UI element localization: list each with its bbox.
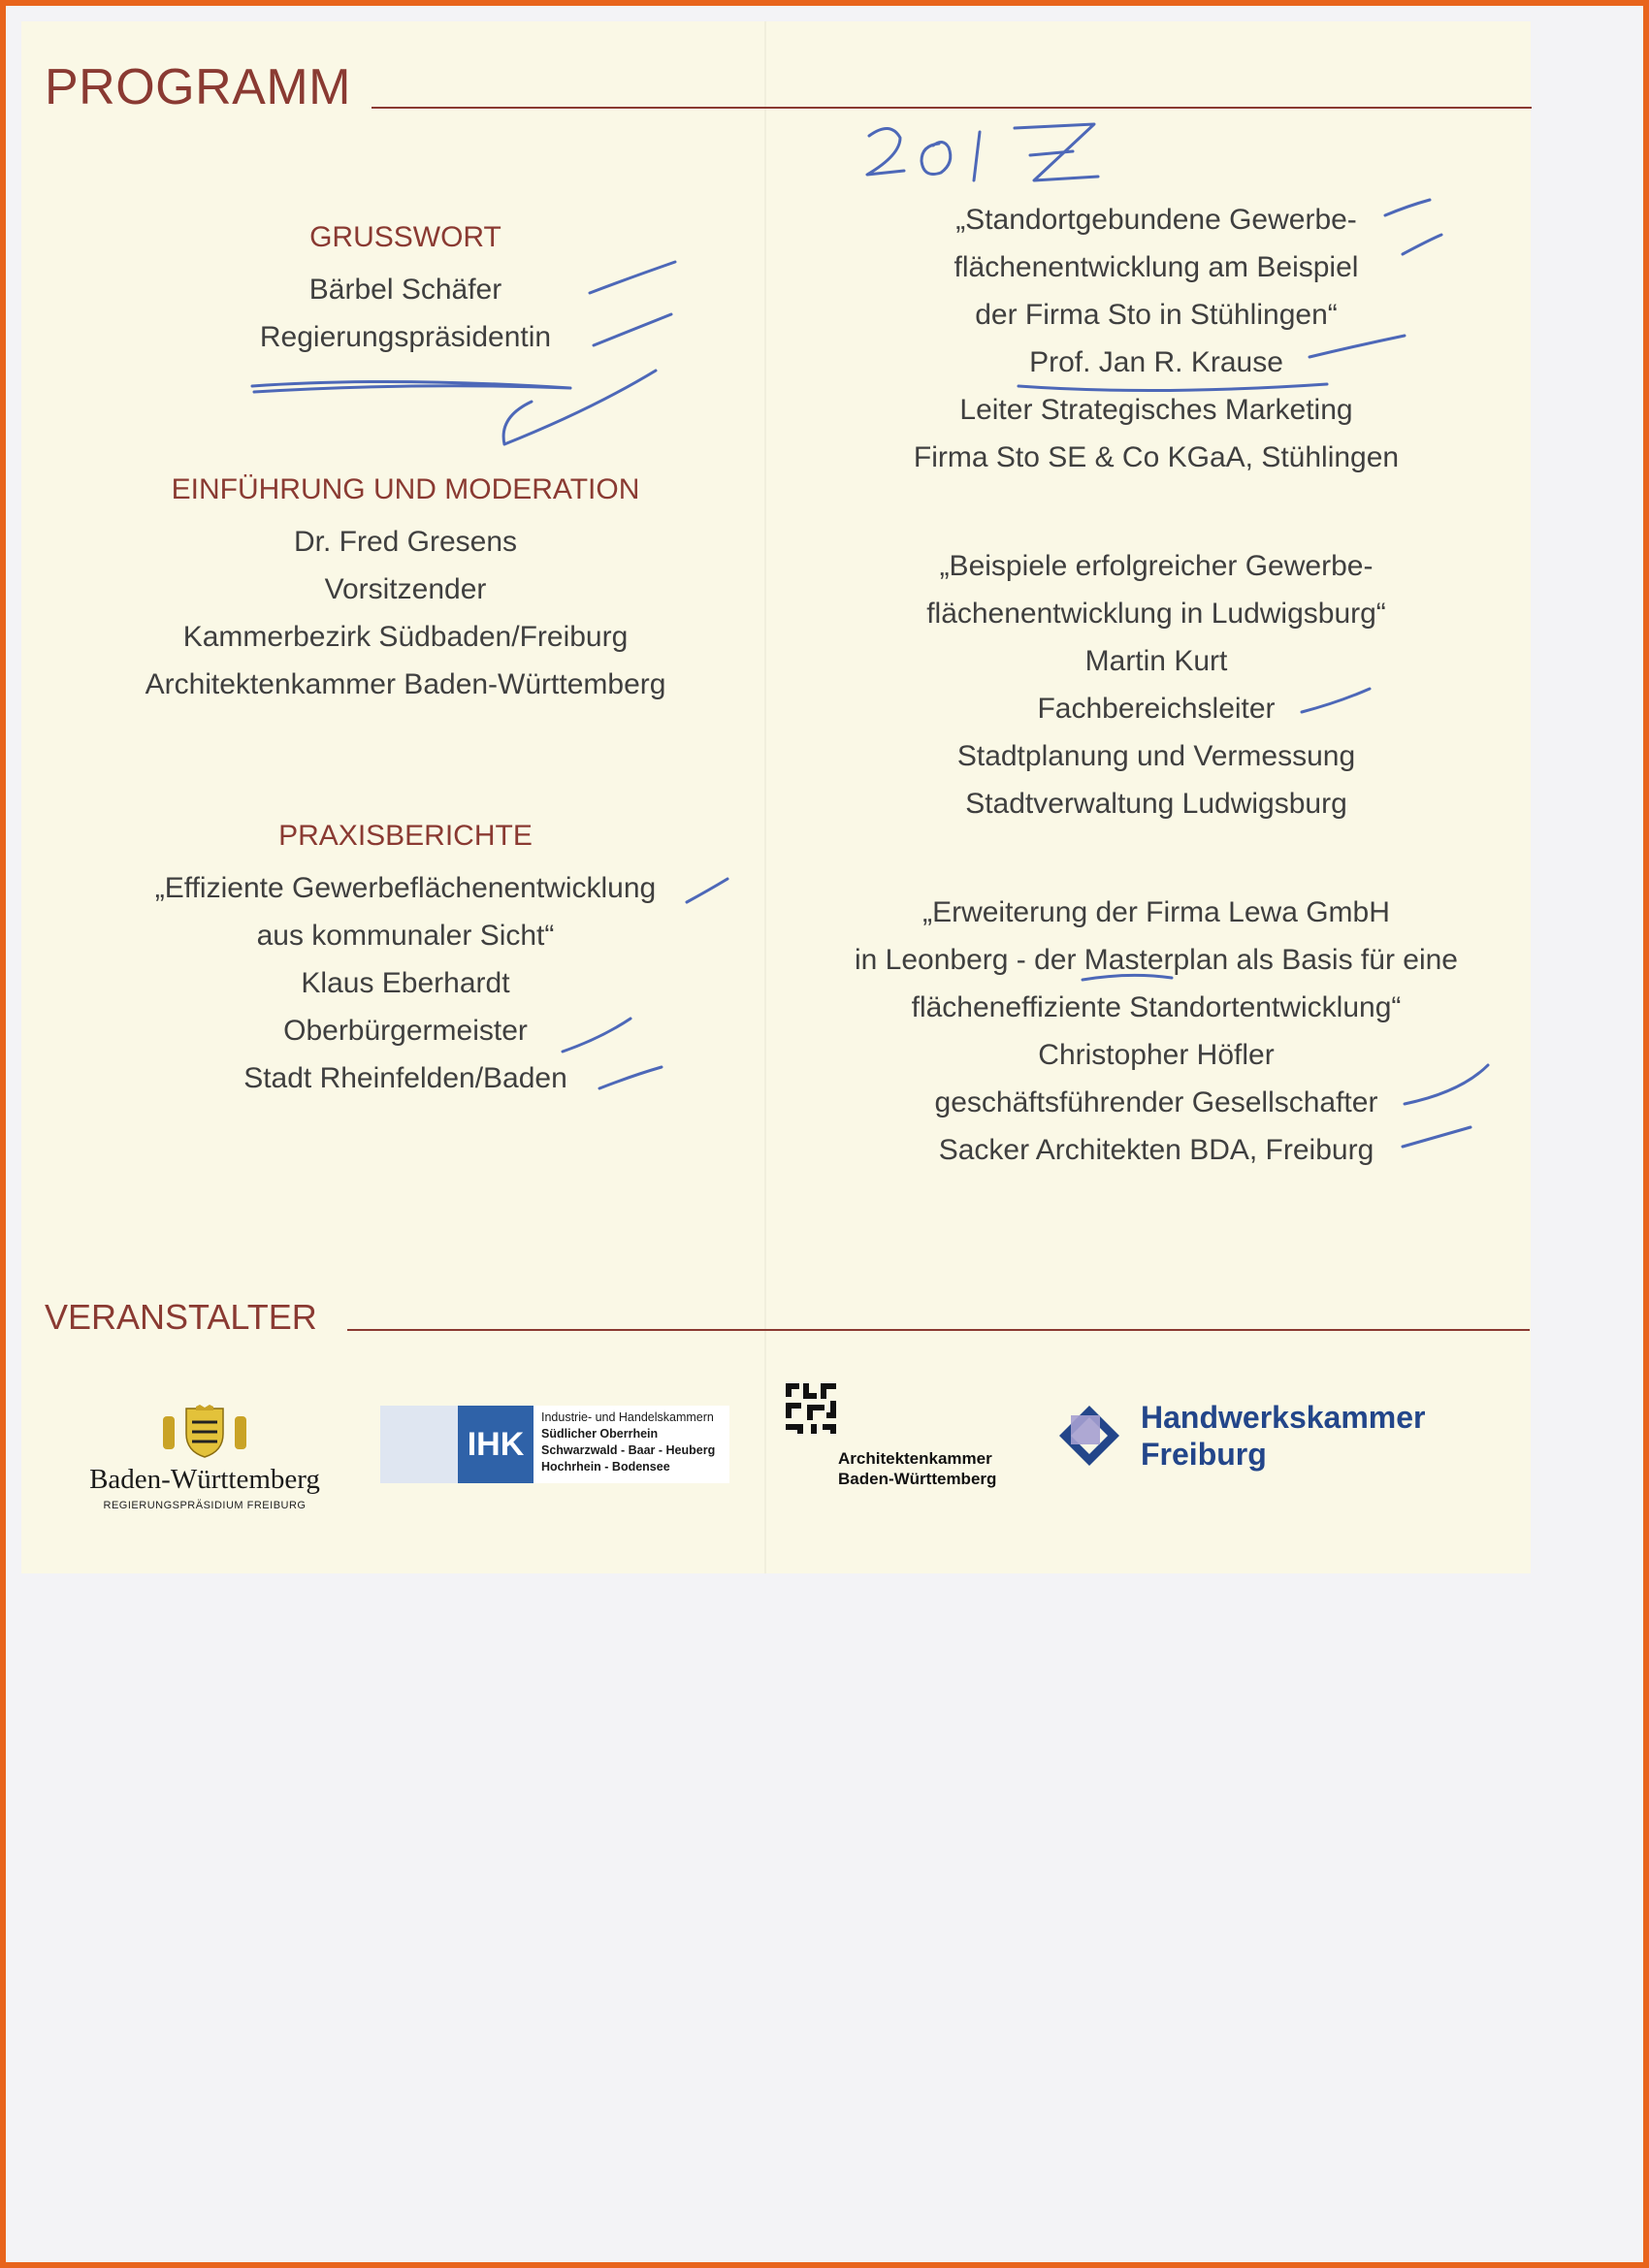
speaker-role: Leiter Strategisches Marketing — [959, 394, 1353, 426]
talk-title: aus kommunaler Sicht“ — [256, 920, 555, 952]
section-title: PRAXISBERICHTE — [278, 820, 533, 852]
handwerkskammer-icon — [1057, 1404, 1121, 1468]
talk-lewa — [817, 889, 1496, 1174]
talk-ludwigsburg — [817, 542, 1496, 827]
architektenkammer-icon — [782, 1379, 840, 1438]
talk-title: „Effiziente Gewerbeflächenentwicklung — [154, 872, 657, 904]
logo-architektenkammer — [782, 1379, 996, 1489]
logo-ihk-line: Südlicher Oberrhein — [541, 1427, 659, 1441]
speaker-org: Stadtverwaltung Ludwigsburg — [965, 788, 1347, 820]
logo-handwerkskammer — [1057, 1399, 1425, 1473]
speaker-org: Firma Sto SE & Co KGaA, Stühlingen — [913, 441, 1400, 473]
talk-title: „Standortgebundene Gewerbe- — [955, 204, 1357, 236]
talk-sto — [817, 196, 1496, 481]
talk-title: in Leonberg - der Masterplan als Basis für eine — [854, 944, 1458, 976]
speaker-name: Klaus Eberhardt — [301, 967, 510, 999]
title-rule — [372, 107, 1532, 109]
speaker-role: Regierungspräsidentin — [259, 321, 552, 353]
speaker-org: Stadtplanung und Vermessung — [956, 740, 1356, 772]
talk-title: der Firma Sto in Stühlingen“ — [975, 299, 1338, 331]
speaker-role: Oberbürgermeister — [283, 1015, 528, 1047]
coat-of-arms-icon — [76, 1405, 334, 1459]
logo-ak-line: Baden-Württemberg — [838, 1470, 997, 1488]
speaker-org: Kammerbezirk Südbaden/Freiburg — [182, 621, 629, 653]
logo-hwk-line: Handwerkskammer — [1141, 1400, 1426, 1435]
speaker-name: Martin Kurt — [1084, 645, 1228, 677]
speaker-name: Christopher Höfler — [1038, 1039, 1275, 1071]
logo-bw-name: Baden-Württemberg — [89, 1464, 320, 1495]
organizers-rule — [347, 1329, 1530, 1331]
section-title: GRUSSWORT — [309, 221, 501, 253]
speaker-role: Vorsitzender — [324, 573, 487, 605]
section-grusswort — [66, 219, 745, 361]
speaker-org: Stadt Rheinfelden/Baden — [243, 1062, 567, 1094]
logo-ihk-line: Industrie- und Handelskammern — [541, 1410, 714, 1424]
logo-ihk-line: Schwarzwald - Baar - Heuberg — [541, 1443, 716, 1457]
speaker-org: Sacker Architekten BDA, Freiburg — [938, 1134, 1374, 1166]
speaker-org: Architektenkammer Baden-Württemberg — [145, 668, 666, 700]
logo-ihk-mark: IHK — [458, 1406, 534, 1483]
logo-baden-wuerttemberg — [76, 1405, 334, 1511]
organizers-title: VERANSTALTER — [45, 1297, 317, 1337]
section-moderation — [66, 471, 745, 708]
talk-title: flächenentwicklung in Ludwigsburg“ — [926, 598, 1386, 630]
fold-line — [764, 21, 766, 1573]
talk-title: „Beispiele erfolgreicher Gewerbe- — [939, 550, 1374, 582]
page-title: PROGRAMM — [45, 59, 351, 115]
speaker-role: geschäftsführender Gesellschafter — [934, 1086, 1378, 1118]
speaker-name: Bärbel Schäfer — [308, 274, 502, 306]
logo-bw-sub: REGIERUNGSPRÄSIDIUM FREIBURG — [103, 1500, 307, 1511]
logo-ak-line: Architektenkammer — [838, 1449, 992, 1468]
section-praxisberichte — [66, 818, 745, 1102]
talk-title: flächenentwicklung am Beispiel — [954, 251, 1359, 283]
section-title: EINFÜHRUNG UND MODERATION — [171, 473, 640, 505]
talk-title: „Erweiterung der Firma Lewa GmbH — [922, 896, 1390, 928]
logo-ihk — [380, 1406, 729, 1483]
speaker-role: Fachbereichsleiter — [1037, 693, 1276, 725]
speaker-name: Dr. Fred Gresens — [293, 526, 518, 558]
speaker-name: Prof. Jan R. Krause — [1029, 346, 1283, 378]
logo-hwk-line: Freiburg — [1141, 1437, 1267, 1472]
talk-title: flächeneffiziente Standortentwicklung“ — [911, 991, 1402, 1023]
logo-ihk-line: Hochrhein - Bodensee — [541, 1460, 670, 1474]
